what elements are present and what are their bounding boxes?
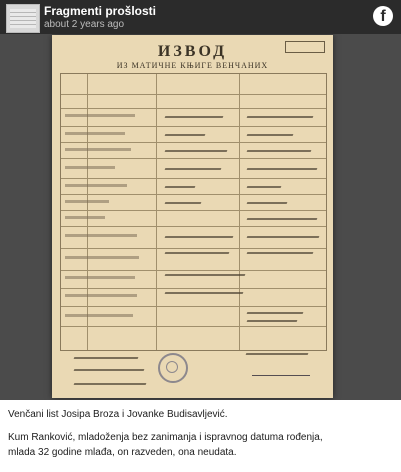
printed-label bbox=[65, 148, 131, 151]
printed-label bbox=[65, 184, 127, 187]
table-divider bbox=[61, 226, 326, 227]
table-divider bbox=[61, 210, 326, 211]
document-title: ИЗВОД bbox=[157, 43, 228, 60]
printed-label bbox=[65, 200, 109, 203]
handwritten-entry bbox=[165, 252, 230, 254]
official-seal bbox=[158, 353, 188, 383]
handwritten-entry bbox=[165, 292, 244, 294]
printed-label bbox=[65, 234, 137, 237]
date-entry bbox=[246, 353, 309, 355]
handwritten-entry bbox=[247, 320, 298, 322]
table-divider bbox=[61, 108, 326, 109]
handwritten-entry bbox=[165, 274, 246, 276]
table-divider bbox=[61, 248, 326, 249]
table-divider bbox=[61, 158, 326, 159]
witness-entry bbox=[74, 369, 145, 371]
table-divider bbox=[239, 74, 240, 350]
printed-label bbox=[65, 256, 139, 259]
printed-label bbox=[65, 276, 135, 279]
table-divider bbox=[61, 126, 326, 127]
printed-label bbox=[65, 294, 137, 297]
witness-entry bbox=[74, 383, 147, 385]
table-divider bbox=[156, 74, 157, 350]
handwritten-entry bbox=[247, 150, 312, 152]
document-table bbox=[60, 73, 327, 351]
handwritten-entry bbox=[247, 202, 288, 204]
post-caption bbox=[0, 400, 401, 472]
handwritten-entry bbox=[247, 168, 318, 170]
printed-label bbox=[65, 216, 105, 219]
handwritten-entry bbox=[247, 186, 282, 188]
handwritten-entry bbox=[247, 312, 304, 314]
table-divider bbox=[61, 178, 326, 179]
handwritten-entry bbox=[247, 236, 320, 238]
facebook-icon[interactable]: f bbox=[373, 6, 393, 26]
table-divider bbox=[61, 306, 326, 307]
handwritten-entry bbox=[165, 236, 234, 238]
handwritten-entry bbox=[165, 116, 224, 118]
handwritten-entry bbox=[247, 218, 318, 220]
handwritten-entry bbox=[165, 150, 228, 152]
table-divider bbox=[61, 94, 326, 95]
document-subtitle: ИЗ МАТИЧНЕ КЊИГЕ ВЕНЧАНИХ bbox=[116, 61, 269, 70]
table-divider bbox=[61, 194, 326, 195]
table-divider bbox=[61, 288, 326, 289]
registrar-signature bbox=[252, 375, 310, 376]
caption-line: Venčani list Josipa Broza i Jovanke Budisavljević. bbox=[8, 409, 228, 420]
printed-label bbox=[65, 314, 133, 317]
handwritten-entry bbox=[247, 252, 314, 254]
marriage-certificate-document bbox=[52, 35, 333, 398]
printed-label bbox=[65, 166, 115, 169]
handwritten-entry bbox=[165, 134, 206, 136]
witness-entry bbox=[74, 357, 139, 359]
post-header bbox=[0, 0, 401, 34]
caption-line: mlada 32 godine mlađa, on razveden, ona neudata. bbox=[8, 447, 237, 458]
handwritten-entry bbox=[247, 116, 314, 118]
handwritten-entry bbox=[165, 202, 202, 204]
table-divider bbox=[61, 326, 326, 327]
handwritten-entry bbox=[247, 134, 294, 136]
table-divider bbox=[61, 270, 326, 271]
post-timestamp[interactable]: about 2 years ago bbox=[44, 19, 125, 30]
handwritten-entry bbox=[165, 168, 222, 170]
caption-line: Kum Ranković, mladoženja bez zanimanja i ispravnog datuma rođenja, bbox=[8, 432, 323, 443]
handwritten-entry bbox=[165, 186, 196, 188]
seal-emblem bbox=[166, 361, 178, 373]
printed-label bbox=[65, 132, 125, 135]
printed-label bbox=[65, 114, 135, 117]
avatar-image bbox=[10, 9, 36, 28]
post-photo[interactable] bbox=[0, 34, 401, 400]
table-divider bbox=[61, 142, 326, 143]
page-avatar[interactable] bbox=[6, 4, 40, 33]
page-name-link[interactable]: Fragmenti prošlosti bbox=[44, 4, 157, 18]
